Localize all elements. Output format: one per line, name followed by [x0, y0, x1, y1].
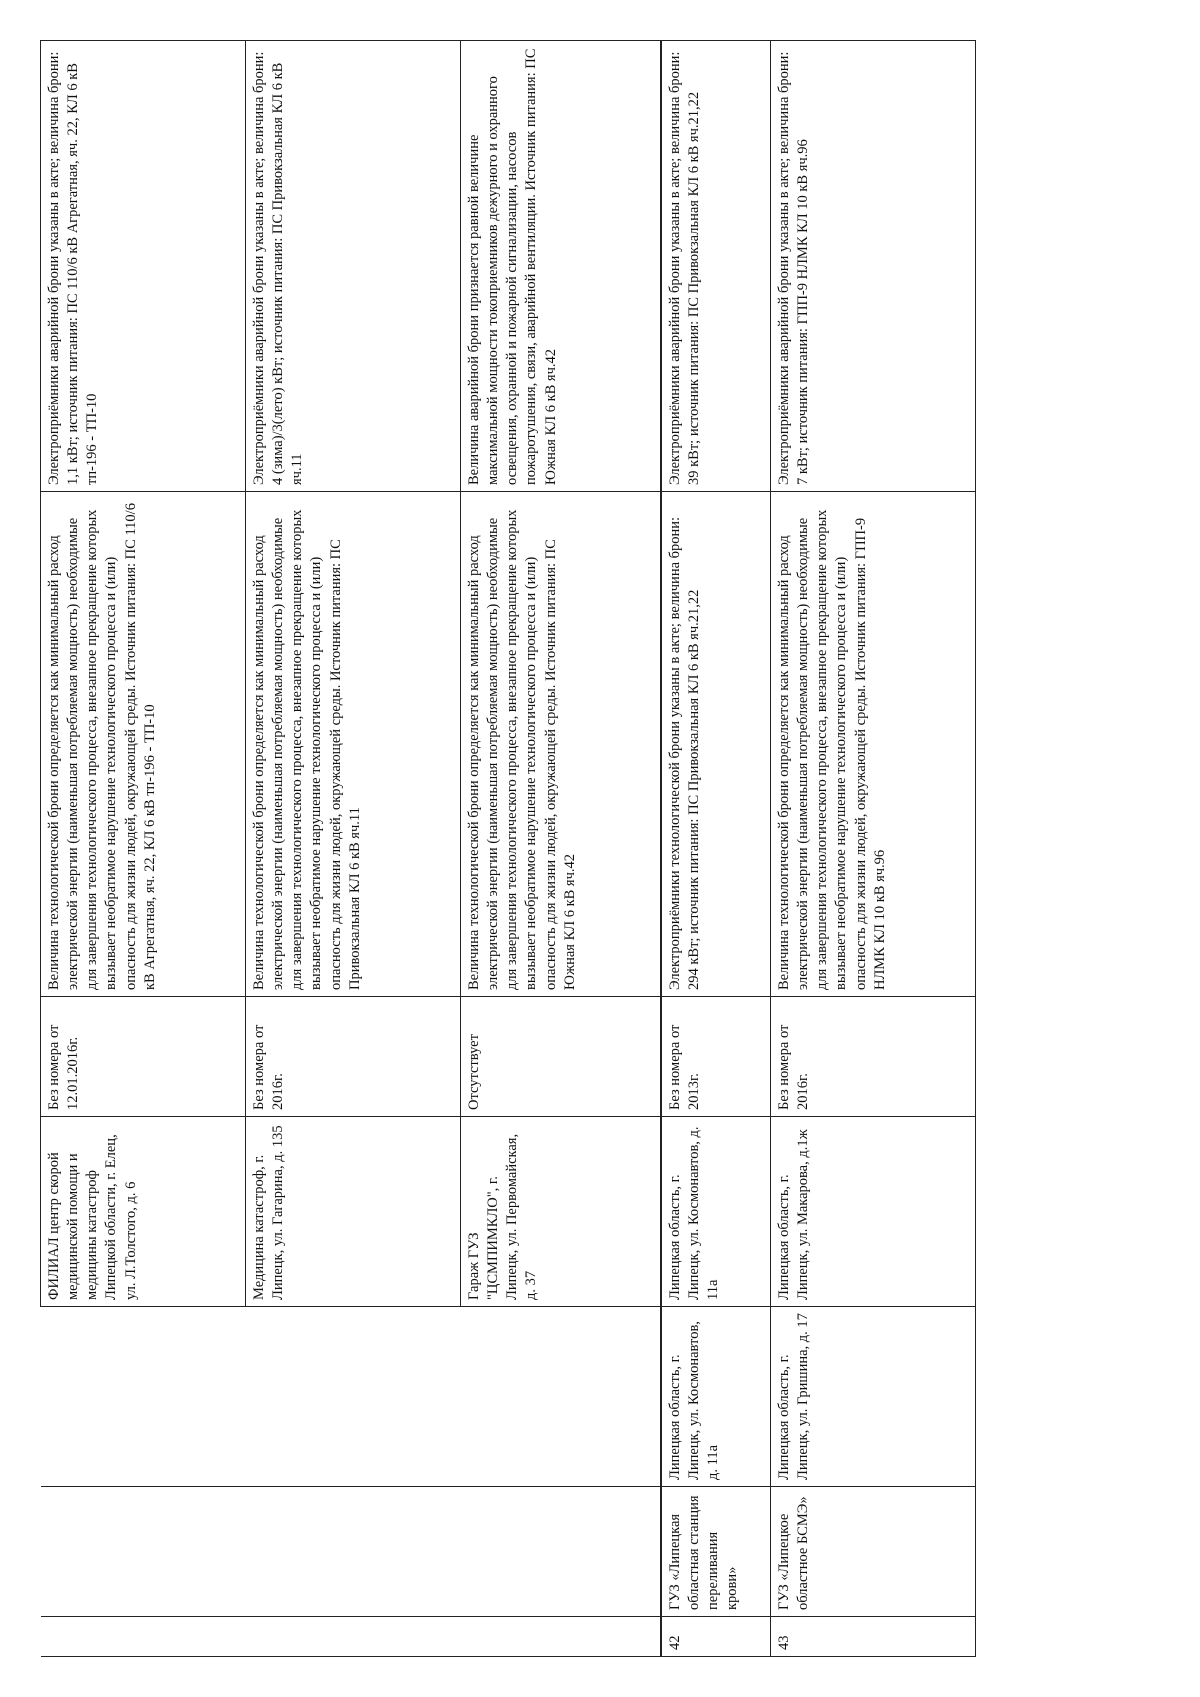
organization-address-cell — [41, 1307, 246, 1487]
act-cell: Без номера от 2016г. — [771, 997, 976, 1117]
object-cell: Медицина катастроф, г. Липецк, ул. Гагарина, д. 135 — [246, 1117, 461, 1307]
row-number-cell: 43 — [771, 1617, 976, 1657]
emergency-reserve-cell: Электроприёмники аварийной брони указаны в акте; величина брони: 4 (зима)/3(лето) кВт; источник питания: ПС Привокзальная КЛ 6 кВ яч.11 — [246, 41, 461, 492]
organization-cell: ГУЗ «Липецкое областное БСМЭ» — [771, 1487, 976, 1617]
act-cell: Без номера от 12.01.2016г. — [41, 997, 246, 1117]
act-cell: Без номера от 2013г. — [661, 997, 771, 1117]
technological-reserve-cell: Электроприёмники технологической брони указаны в акте; величина брони: 294 кВт; источник питания: ПС Привокзальная КЛ 6 кВ яч.21,22 — [661, 492, 771, 997]
organization-address-cell: Липецкая область, г. Липецк, ул. Космонавтов, д. 11а — [661, 1307, 771, 1487]
organization-cell — [246, 1487, 461, 1617]
power-reserve-table — [40, 40, 976, 1657]
act-cell: Без номера от 2016г. — [246, 997, 461, 1117]
organization-address-cell: Липецкая область, г. Липецк, ул. Гришина, д. 17 — [771, 1307, 976, 1487]
table-row — [246, 41, 461, 1657]
emergency-reserve-cell: Электроприёмники аварийной брони указаны в акте; величина брони: 39 кВт; источник питания: ПС Привокзальная КЛ 6 кВ яч.21,22 — [661, 41, 771, 492]
organization-cell — [461, 1487, 661, 1617]
object-cell: ФИЛИАЛ центр скорой медицинской помощи и медицины катастроф Липецкой области, г. Елец, ул. Л.Толстого, д. 6 — [41, 1117, 246, 1307]
organization-cell: ГУЗ «Липецкая областная станция переливания крови» — [661, 1487, 771, 1617]
row-number-cell — [41, 1617, 246, 1657]
table-row — [661, 41, 771, 1657]
organization-address-cell — [246, 1307, 461, 1487]
emergency-reserve-cell: Величина аварийной брони признается равной величине максимальной мощности токоприемников дежурного и охранного освещения, охранной и пожарной сигнализации, насосов пожаротушения, связи, аварийной вентиляции. Источник питания: ПС Южная КЛ 6 кВ яч.42 — [461, 41, 661, 492]
organization-cell — [41, 1487, 246, 1617]
row-number-cell — [246, 1617, 461, 1657]
object-cell: Липецкая область, г. Липецк, ул. Космонавтов, д. 11а — [661, 1117, 771, 1307]
technological-reserve-cell: Величина технологической брони определяется как минимальный расход электрической энергии (наименьшая потребляемая мощность) необходимые для завершения технологического процесса, внезапное прекращение которых вызывает необратимое нарушение технологического процесса и (или) опасность для жизни людей, окружающей среды. Источник питания: ГПП-9 НЛМК КЛ 10 кВ яч.96 — [771, 492, 976, 997]
object-cell: Липецкая область, г. Липецк, ул. Макарова, д.1ж — [771, 1117, 976, 1307]
object-cell: Гараж ГУЗ "ЦСМПИМКЛО", г. Липецк, ул. Первомайская, д. 37 — [461, 1117, 661, 1307]
act-cell: Отсутствует — [461, 997, 661, 1117]
technological-reserve-cell: Величина технологической брони определяется как минимальный расход электрической энергии (наименьшая потребляемая мощность) необходимые для завершения технологического процесса, внезапное прекращение которых вызывает необратимое нарушение технологического процесса и (или) опасность для жизни людей, окружающей среды. Источник питания: ПС 110/6 кВ Агрегатная, яч. 22, КЛ 6 кВ тп-196 - ТП-10 — [41, 492, 246, 997]
technological-reserve-cell: Величина технологической брони определяется как минимальный расход электрической энергии (наименьшая потребляемая мощность) необходимые для завершения технологического процесса, внезапное прекращение которых вызывает необратимое нарушение технологического процесса и (или) опасность для жизни людей, окружающей среды. Источник питания: ПС Привокзальная КЛ 6 кВ яч.11 — [246, 492, 461, 997]
row-number-cell — [461, 1617, 661, 1657]
emergency-reserve-cell: Электроприёмники аварийной брони указаны в акте; величина брони: 1,1 кВт; источник питания: ПС 110/6 кВ Агрегатная, яч. 22, КЛ 6 кВ тп-196 - ТП-10 — [41, 41, 246, 492]
emergency-reserve-cell: Электроприёмники аварийной брони указаны в акте; величина брони: 7 кВт; источник питания: ГПП-9 НЛМК КЛ 10 кВ яч.96 — [771, 41, 976, 492]
organization-address-cell — [461, 1307, 661, 1487]
table-row — [41, 41, 246, 1657]
table-row — [461, 41, 661, 1657]
table-row — [771, 41, 976, 1657]
row-number-cell: 42 — [661, 1617, 771, 1657]
technological-reserve-cell: Величина технологической брони определяется как минимальный расход электрической энергии (наименьшая потребляемая мощность) необходимые для завершения технологического процесса, внезапное прекращение которых вызывает необратимое нарушение технологического процесса и (или) опасность для жизни людей, окружающей среды. Источник питания: ПС Южная КЛ 6 кВ яч.42 — [461, 492, 661, 997]
